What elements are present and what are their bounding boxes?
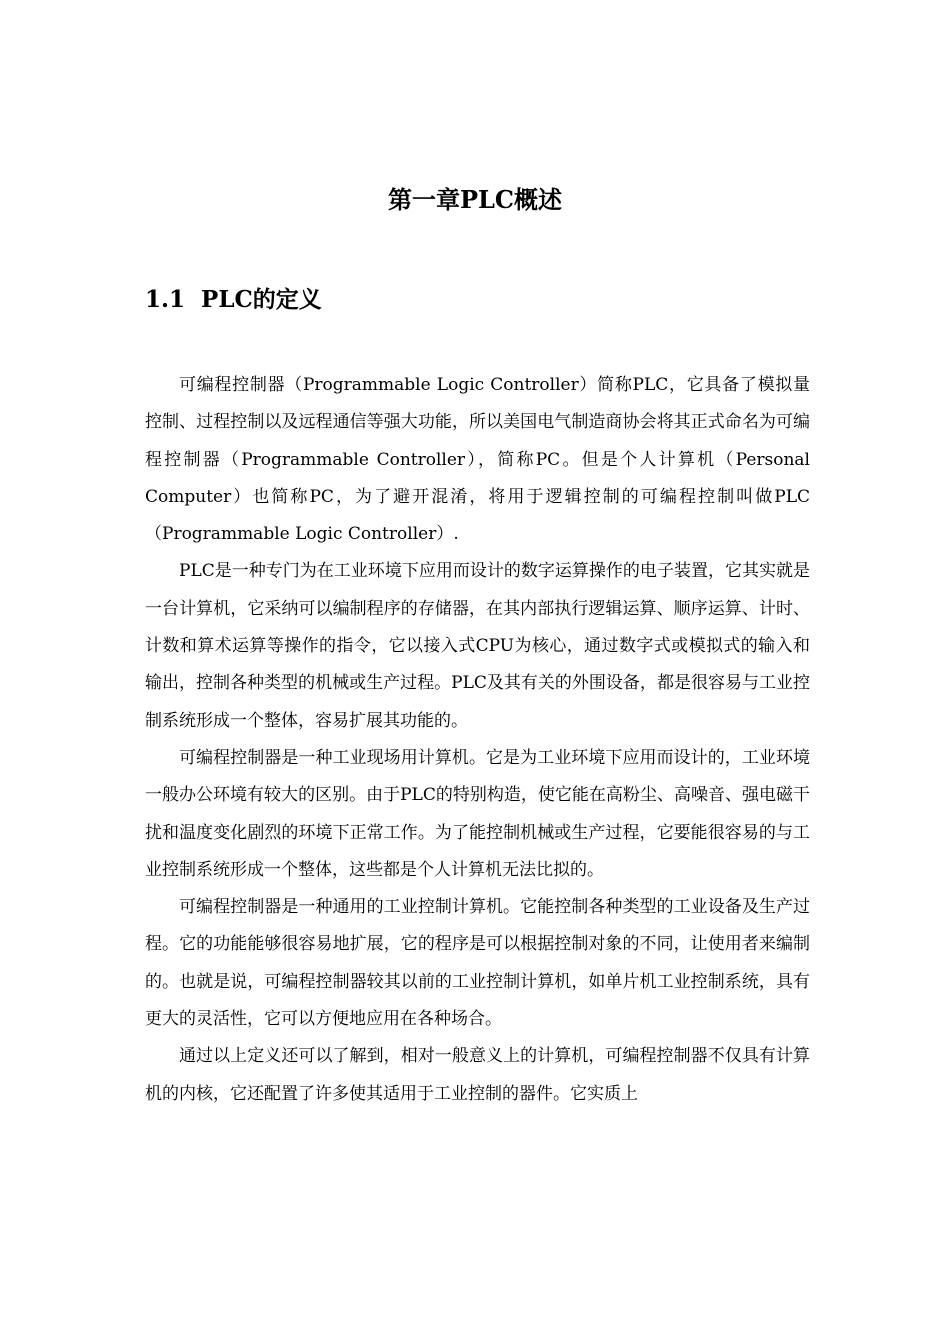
paragraph: 可编程控制器是一种通用的工业控制计算机。它能控制各种类型的工业设备及生产过程。它的功能能够很容易地扩展，它的程序是可以根据控制对象的不同，让使用者来编制的。也就是说，可编程控制器较其以前的工业控制计算机，如单片机工业控制系统，具有更大的灵活性，它可以方便地应用在各种场合。 xyxy=(145,897,810,1030)
section-title: 1.1 PLC的定义 xyxy=(145,286,322,313)
chapter-title: 第一章PLC概述 xyxy=(387,185,563,214)
paragraph: 可编程控制器（Programmable Logic Controller）简称PLC，它具备了模拟量控制、过程控制以及远程通信等强大功能，所以美国电气制造商协会将其正式命名为可编程控制器（Programmable Controller），简称PC。但是个人计算机（Personal Computer）也简称PC，为了避开混淆，将用于逻辑控制的可编程控制叫做PLC（Programmable Logic Controller）. xyxy=(145,375,810,545)
paragraph: 可编程控制器是一种工业现场用计算机。它是为工业环境下应用而设计的，工业环境一般办公环境有较大的区别。由于PLC的特别构造，使它能在高粉尘、高噪音、强电磁干扰和温度变化剧烈的环境下正常工作。为了能控制机械或生产过程，它要能很容易的与工业控制系统形成一个整体，这些都是个人计算机无法比拟的。 xyxy=(145,747,810,880)
body-text xyxy=(145,367,810,1113)
paragraph: 通过以上定义还可以了解到，相对一般意义上的计算机，可编程控制器不仅具有计算机的内核，它还配置了许多使其适用于工业控制的器件。它实质上 xyxy=(145,1046,810,1104)
paragraph: PLC是一种专门为在工业环境下应用而设计的数字运算操作的电子装置，它其实就是一台计算机，它采纳可以编制程序的存储器，在其内部执行逻辑运算、顺序运算、计时、计数和算术运算等操作的指令，它以接入式CPU为核心，通过数字式或模拟式的输入和输出，控制各种类型的机械或生产过程。PLC及其有关的外围设备，都是很容易与工业控制系统形成一个整体，容易扩展其功能的。 xyxy=(145,561,810,731)
